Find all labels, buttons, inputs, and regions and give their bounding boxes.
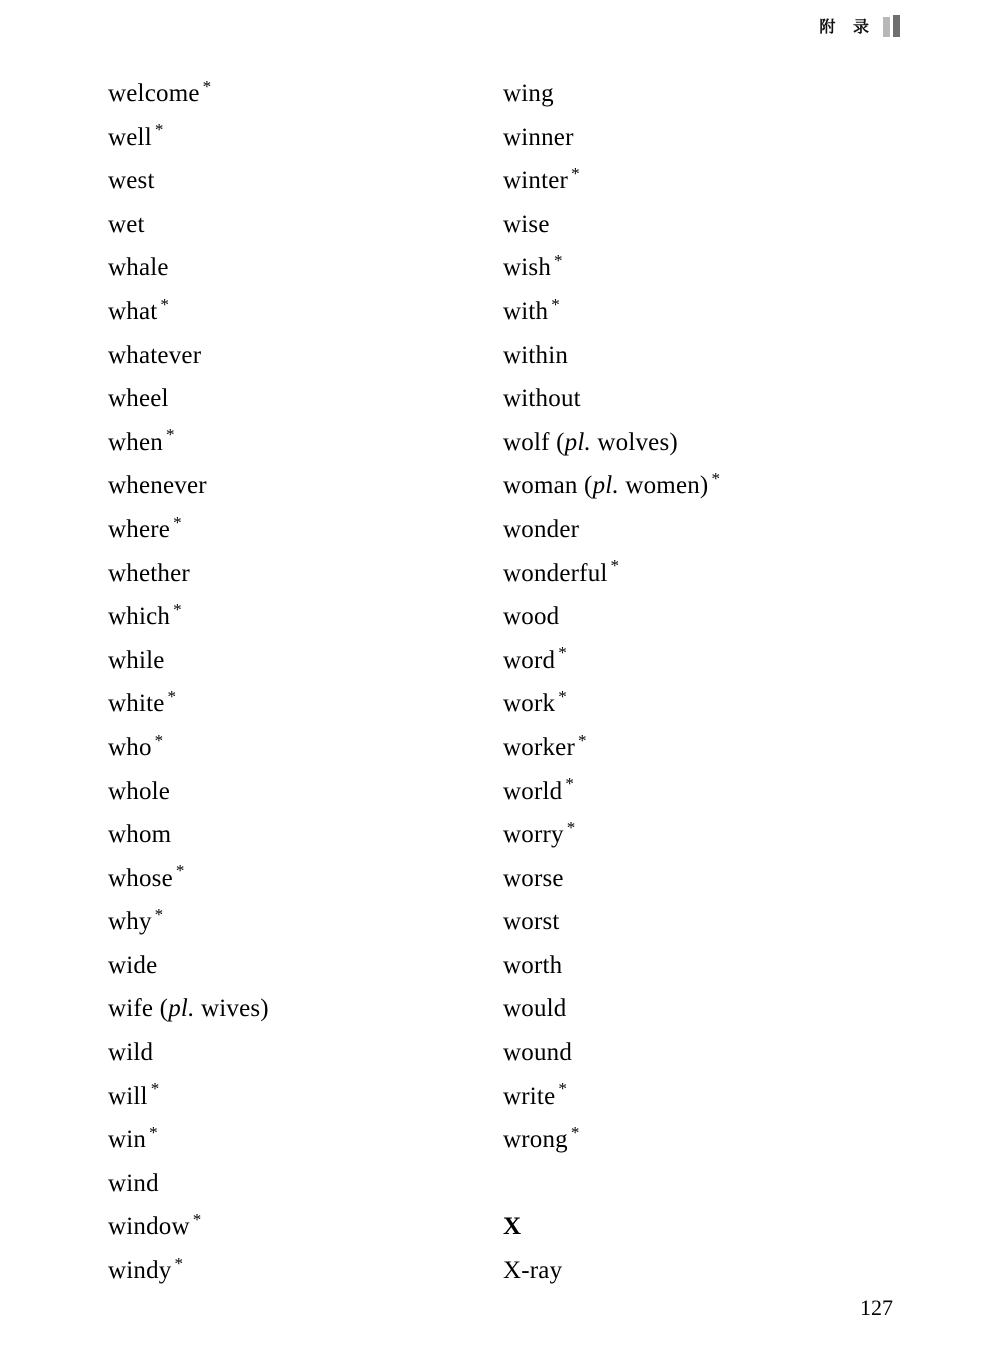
word-text: whale — [108, 254, 169, 282]
word-entry — [108, 421, 503, 465]
word-entry — [108, 334, 503, 378]
word-text: winner — [503, 123, 574, 151]
word-text: would — [503, 995, 567, 1023]
asterisk-marker: * — [554, 251, 563, 271]
word-entry — [108, 857, 503, 901]
word-text: within — [503, 341, 569, 369]
asterisk-marker: * — [610, 556, 620, 576]
word-entry — [503, 377, 898, 421]
word-entry — [108, 900, 503, 944]
word-entry — [108, 1031, 503, 1075]
word-text: whom — [108, 821, 172, 849]
word-text: woman — [503, 472, 578, 500]
word-entry — [503, 246, 898, 290]
word-entry — [108, 116, 503, 160]
header-bookmark-icon — [883, 15, 900, 37]
word-entry — [503, 987, 898, 1031]
word-column-right — [503, 72, 898, 1293]
word-entry — [108, 682, 503, 726]
word-entry — [503, 334, 898, 378]
asterisk-marker: * — [150, 1079, 160, 1099]
word-entry — [503, 1249, 898, 1293]
word-entry — [108, 595, 503, 639]
word-entry — [108, 1118, 503, 1162]
word-text: write — [503, 1082, 556, 1110]
word-entry — [503, 72, 898, 116]
word-text: wheel — [108, 385, 169, 413]
word-entry — [503, 290, 898, 334]
word-text: wish — [503, 254, 552, 282]
word-text: whenever — [108, 472, 207, 500]
word-entry — [108, 987, 503, 1031]
word-entry — [108, 508, 503, 552]
word-entry — [108, 464, 503, 508]
word-text: worry — [503, 821, 564, 849]
asterisk-marker: * — [149, 1122, 158, 1142]
asterisk-marker: * — [566, 817, 576, 837]
word-text: win — [108, 1126, 147, 1154]
word-list — [108, 72, 898, 1293]
word-text: whatever — [108, 341, 202, 369]
word-text: welcome — [108, 80, 200, 107]
asterisk-marker: * — [565, 774, 575, 794]
word-text: wet — [108, 210, 145, 238]
word-text: wise — [503, 210, 550, 238]
word-entry — [108, 726, 503, 770]
word-text: who — [108, 733, 152, 761]
word-entry — [108, 246, 503, 290]
word-entry — [108, 1162, 503, 1206]
word-text: winter — [503, 167, 569, 195]
word-text: when — [108, 428, 163, 456]
word-text: wide — [108, 951, 158, 979]
word-entry — [503, 464, 898, 508]
asterisk-marker: * — [551, 294, 560, 314]
word-entry — [503, 159, 898, 203]
word-text: wound — [503, 1039, 573, 1067]
plural-note: (pl. wives) — [153, 995, 269, 1023]
asterisk-marker: * — [202, 76, 212, 96]
word-entry — [503, 1075, 898, 1119]
asterisk-marker: * — [571, 163, 580, 183]
header-section-label: 附 录 — [819, 17, 875, 36]
word-text: word — [503, 646, 556, 674]
word-entry — [108, 203, 503, 247]
word-text: with — [503, 297, 549, 325]
word-entry — [108, 159, 503, 203]
word-text: whether — [108, 559, 190, 587]
word-entry — [108, 1075, 503, 1119]
word-text: west — [108, 167, 155, 195]
word-text: will — [108, 1082, 148, 1110]
word-entry — [503, 770, 898, 814]
asterisk-marker: * — [578, 730, 587, 750]
word-text: where — [108, 515, 171, 543]
word-text: wolf — [503, 428, 550, 456]
word-text: what — [108, 297, 158, 325]
asterisk-marker: * — [173, 599, 182, 619]
asterisk-marker: * — [570, 1122, 580, 1142]
word-entry — [503, 203, 898, 247]
word-text: wind — [108, 1169, 159, 1197]
word-entry — [503, 944, 898, 988]
word-text: why — [108, 908, 152, 936]
word-entry — [503, 552, 898, 596]
word-entry — [108, 377, 503, 421]
word-entry — [503, 421, 898, 465]
word-text: worse — [503, 864, 564, 892]
word-text: wonder — [503, 515, 580, 543]
word-entry — [108, 1249, 503, 1293]
page-number: 127 — [860, 1295, 893, 1320]
word-entry — [108, 290, 503, 334]
word-text: wife — [108, 995, 154, 1023]
word-entry — [108, 639, 503, 683]
word-entry — [108, 552, 503, 596]
plural-note: (pl. women) — [577, 472, 709, 500]
word-entry — [108, 770, 503, 814]
asterisk-marker: * — [173, 512, 182, 532]
word-text: windy — [108, 1257, 172, 1285]
plural-note: (pl. wolves) — [549, 428, 678, 456]
word-text: wild — [108, 1039, 154, 1067]
word-text: which — [108, 603, 171, 631]
word-text: white — [108, 690, 165, 718]
word-text: wood — [503, 603, 560, 631]
asterisk-marker: * — [154, 904, 164, 924]
word-text: well — [108, 123, 152, 151]
word-entry — [503, 726, 898, 770]
asterisk-marker: * — [558, 643, 567, 663]
word-text: without — [503, 385, 581, 413]
asterisk-marker: * — [165, 425, 175, 445]
asterisk-marker: * — [154, 730, 164, 750]
word-entry — [108, 1205, 503, 1249]
word-text: whole — [108, 777, 171, 805]
word-entry — [108, 944, 503, 988]
word-entry — [503, 1031, 898, 1075]
asterisk-marker: * — [154, 120, 164, 140]
asterisk-marker: * — [167, 686, 177, 706]
asterisk-marker: * — [711, 469, 721, 489]
asterisk-marker: * — [175, 861, 185, 881]
page-header — [819, 14, 900, 37]
word-entry — [503, 639, 898, 683]
asterisk-marker: * — [160, 294, 170, 314]
word-text: whose — [108, 864, 173, 892]
word-text: wonderful — [503, 559, 608, 587]
word-entry — [503, 508, 898, 552]
word-entry — [108, 72, 503, 116]
word-entry — [503, 900, 898, 944]
word-entry — [503, 1118, 898, 1162]
word-entry — [503, 813, 898, 857]
word-text: world — [503, 777, 563, 805]
word-text: worker — [503, 733, 576, 761]
word-text: X — [503, 1213, 522, 1241]
word-entry — [503, 682, 898, 726]
word-text: wing — [503, 80, 554, 107]
word-column-left — [108, 72, 503, 1293]
asterisk-marker: * — [558, 1079, 568, 1099]
word-text: X-ray — [503, 1257, 563, 1285]
word-entry — [503, 595, 898, 639]
word-text: worst — [503, 908, 560, 936]
word-text: while — [108, 646, 165, 674]
word-text: work — [503, 690, 556, 718]
word-text: wrong — [503, 1126, 568, 1154]
word-entry — [503, 116, 898, 160]
word-text: window — [108, 1213, 190, 1241]
asterisk-marker: * — [558, 686, 567, 706]
word-entry — [503, 857, 898, 901]
word-entry — [108, 813, 503, 857]
letter-heading — [503, 1205, 898, 1249]
asterisk-marker: * — [192, 1210, 202, 1230]
word-text: worth — [503, 951, 563, 979]
asterisk-marker: * — [174, 1253, 184, 1273]
